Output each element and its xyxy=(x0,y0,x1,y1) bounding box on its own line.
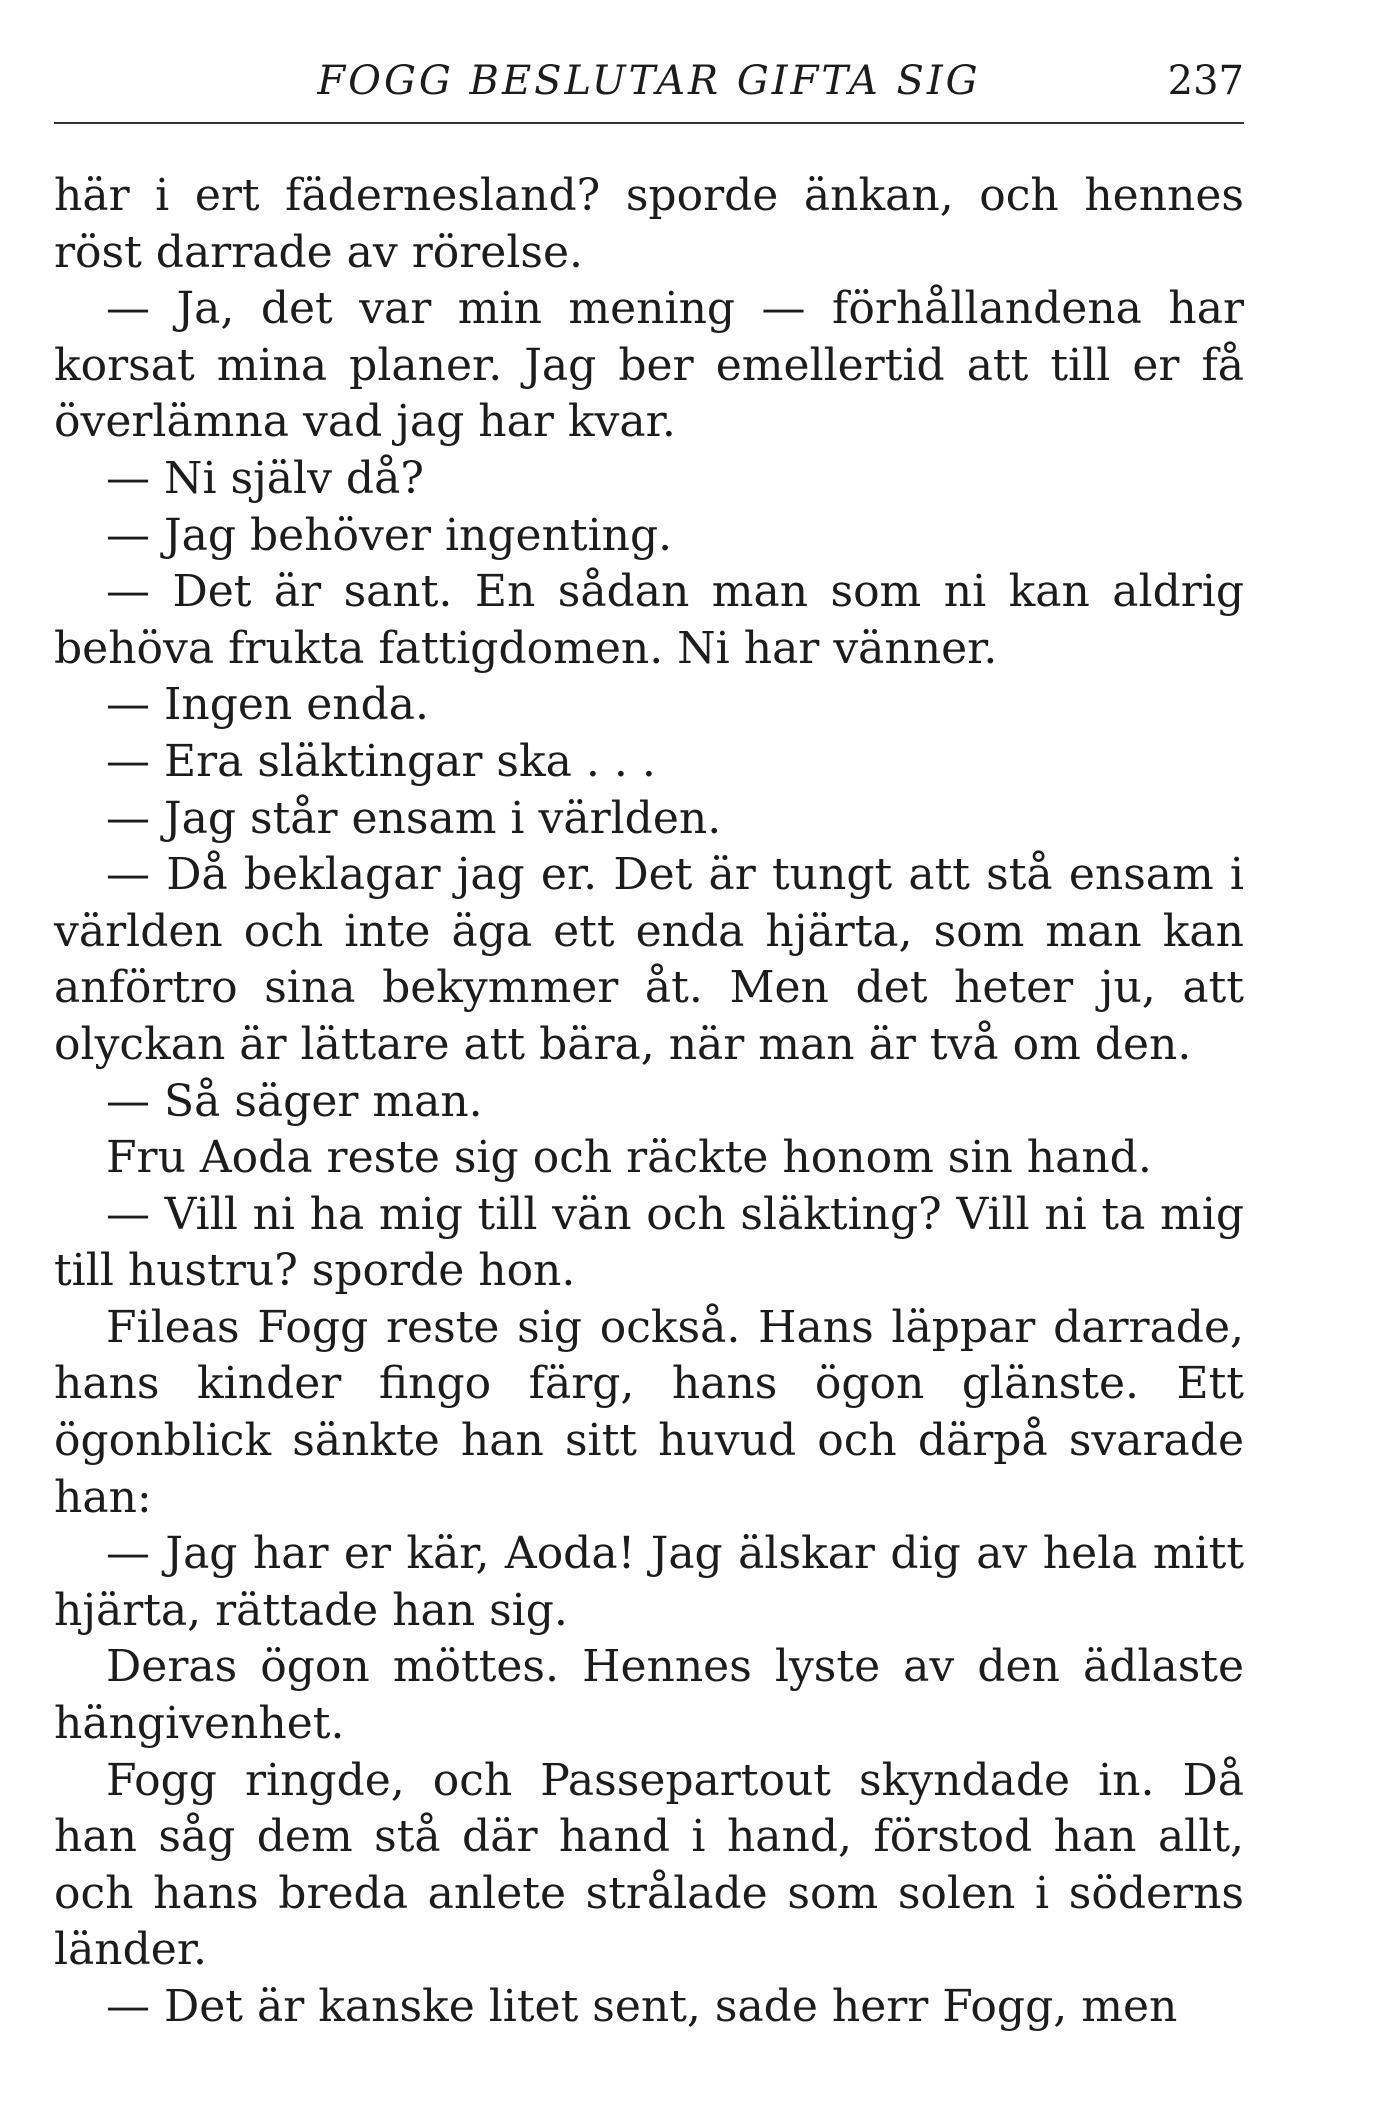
dialogue-line: — Ja, det var min mening — förhållandena har korsat mina planer. Jag ber emellertid att till er få överlämna vad jag har kvar. xyxy=(54,283,1244,448)
dialogue-line: — Då beklagar jag er. Det är tungt att stå ensam i världen och inte äga ett enda hjärta, som man kan anförtro sina bekymmer åt. Men det heter ju, att olyckan är lättare att bära, när man är två om den. xyxy=(54,849,1244,1070)
dialogue-line: — Så säger man. xyxy=(106,1075,483,1127)
dialogue-line: — Jag står ensam i världen. xyxy=(106,792,722,844)
paragraph: Deras ögon möttes. Hennes lyste av den ädlaste hängivenhet. xyxy=(54,1641,1244,1750)
dialogue-line: — Era släktingar ska . . . xyxy=(106,735,656,787)
page-number: 237 xyxy=(1167,58,1244,104)
running-title: FOGG BESLUTAR GIFTA SIG xyxy=(317,58,981,104)
body-text xyxy=(54,168,1244,2036)
paragraph: Fileas Fogg reste sig också. Hans läppar darrade, hans kinder fingo färg, hans ögon glänste. Ett ögonblick sänkte han sitt huvud och därpå svarade han: xyxy=(54,1301,1244,1523)
paragraph: här i ert fädernesland? sporde änkan, och hennes röst darrade av rörelse. xyxy=(54,170,1244,278)
dialogue-line: — Det är kanske litet sent, sade herr Fogg, men xyxy=(106,1981,1178,2032)
dialogue-line: — Jag behöver ingenting. xyxy=(106,509,673,561)
paragraph: Fogg ringde, och Passepartout skyndade in. Då han såg dem stå där hand i hand, förstod han allt, och hans breda anlete strålade som solen i söderns länder. xyxy=(54,1754,1244,1976)
dialogue-line: — Ingen enda. xyxy=(106,679,429,731)
dialogue-line: — Vill ni ha mig till vän och släkting? Vill ni ta mig till hustru? sporde hon. xyxy=(54,1188,1244,1297)
paragraph: Fru Aoda reste sig och räckte honom sin hand. xyxy=(106,1132,1152,1184)
dialogue-line: — Ni själv då? xyxy=(106,452,424,504)
header-rule xyxy=(54,122,1244,124)
book-page xyxy=(54,40,1244,2080)
dialogue-line: — Det är sant. En sådan man som ni kan aldrig behöva frukta fattigdomen. Ni har vänner. xyxy=(54,566,1244,674)
dialogue-line: — Jag har er kär, Aoda! Jag älskar dig av hela mitt hjärta, rättade han sig. xyxy=(54,1528,1244,1636)
running-head xyxy=(54,40,1244,120)
